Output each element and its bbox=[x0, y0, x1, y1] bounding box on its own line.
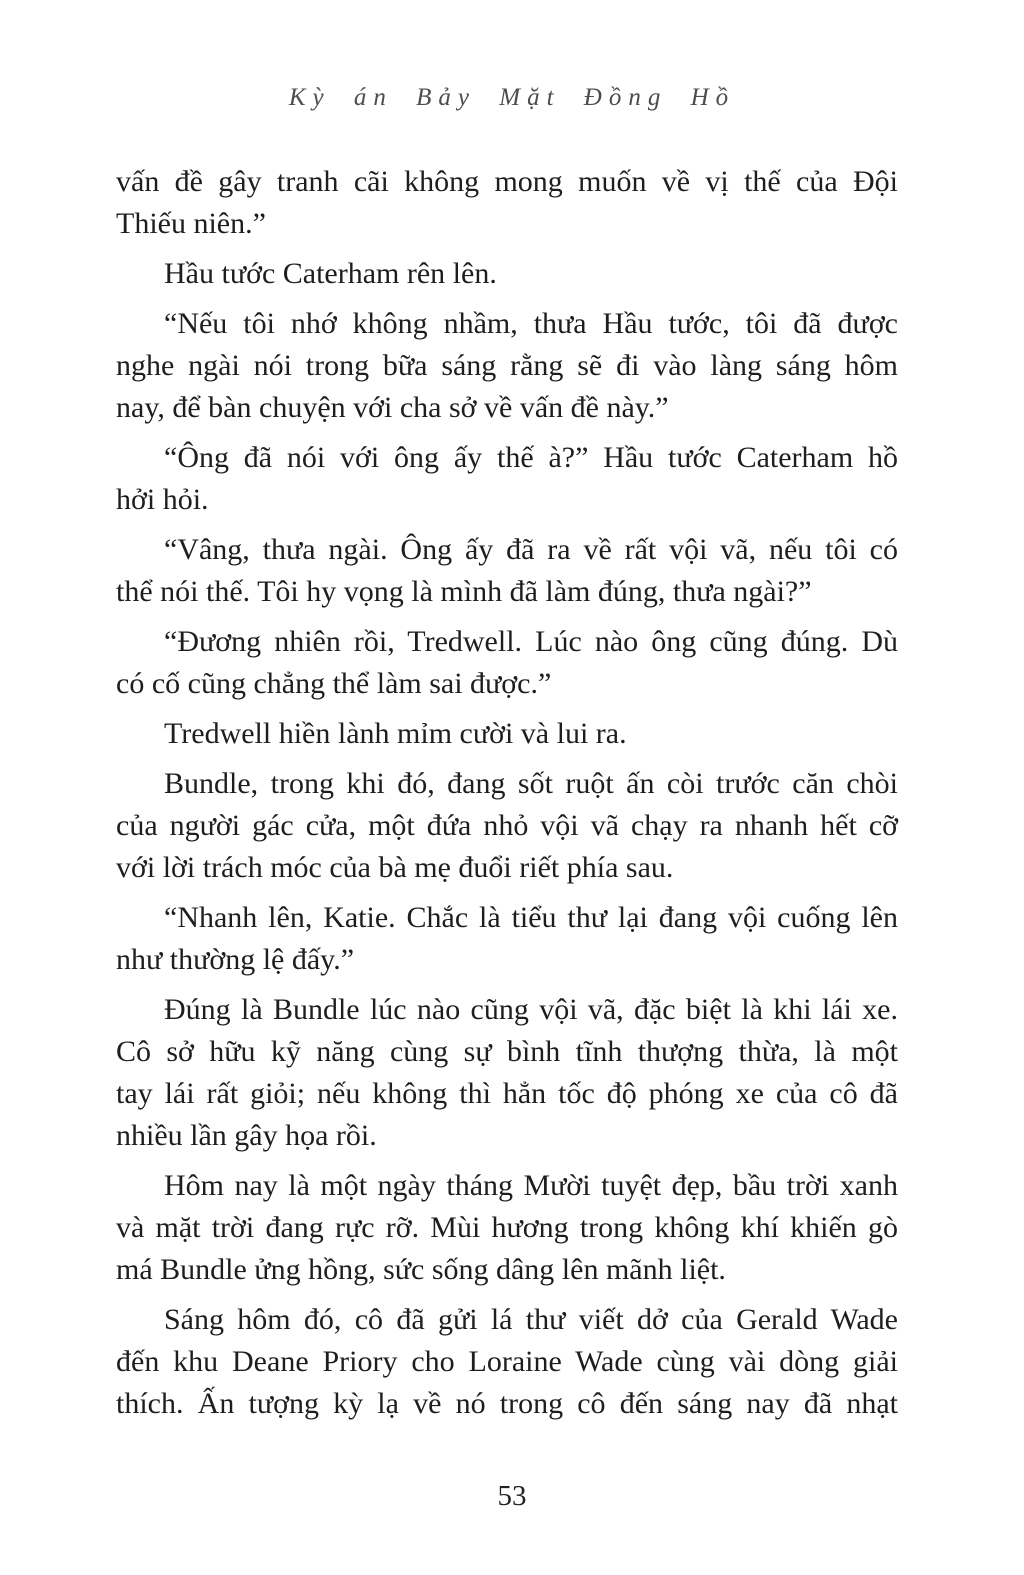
text-line: vấn đề gây tranh cãi không mong muốn về vị thế của Đội bbox=[116, 165, 898, 198]
paragraph bbox=[116, 529, 898, 613]
text-line: “Đương nhiên rồi, Tredwell. Lúc nào ông cũng đúng. Dù bbox=[164, 625, 898, 658]
body-text bbox=[116, 161, 898, 1433]
page-number: 53 bbox=[497, 1480, 527, 1512]
text-line: Hôm nay là một ngày tháng Mười tuyệt đẹp, bầu trời xanh bbox=[164, 1169, 898, 1202]
paragraph bbox=[116, 763, 898, 889]
text-line: như thường lệ đấy.” bbox=[116, 943, 355, 976]
text-line: nhiều lần gây họa rồi. bbox=[116, 1119, 377, 1152]
text-line: Sáng hôm đó, cô đã gửi lá thư viết dở của Gerald Wade bbox=[164, 1303, 898, 1336]
running-header-book-title: Kỳ án Bảy Mặt Đồng Hồ bbox=[288, 84, 736, 111]
text-line: thể nói thế. Tôi hy vọng là mình đã làm đúng, thưa ngài?” bbox=[116, 575, 812, 608]
paragraph bbox=[116, 621, 898, 705]
paragraph bbox=[116, 253, 898, 295]
text-line: “Nhanh lên, Katie. Chắc là tiểu thư lại đang vội cuống lên bbox=[164, 901, 898, 934]
text-line: Thiếu niên.” bbox=[116, 207, 266, 240]
paragraph bbox=[116, 303, 898, 429]
text-line: tay lái rất giỏi; nếu không thì hẳn tốc độ phóng xe của cô đã bbox=[116, 1077, 898, 1110]
text-line: Bundle, trong khi đó, đang sốt ruột ấn còi trước căn chòi bbox=[164, 767, 898, 800]
paragraph bbox=[116, 897, 898, 981]
text-line: thích. Ấn tượng kỳ lạ về nó trong cô đến sáng nay đã nhạt bbox=[116, 1387, 898, 1420]
text-line: Cô sở hữu kỹ năng cùng sự bình tĩnh thượng thừa, là một bbox=[116, 1035, 898, 1068]
text-line: đến khu Deane Priory cho Loraine Wade cùng vài dòng giải bbox=[116, 1345, 898, 1378]
text-line: và mặt trời đang rực rỡ. Mùi hương trong không khí khiến gò bbox=[116, 1211, 898, 1244]
text-line: nghe ngài nói trong bữa sáng rằng sẽ đi vào làng sáng hôm bbox=[116, 349, 898, 382]
text-line: nay, để bàn chuyện với cha sở về vấn đề này.” bbox=[116, 391, 669, 424]
paragraph bbox=[116, 437, 898, 521]
text-line: Đúng là Bundle lúc nào cũng vội vã, đặc biệt là khi lái xe. bbox=[164, 993, 898, 1026]
text-line: của người gác cửa, một đứa nhỏ vội vã chạy ra nhanh hết cỡ bbox=[116, 809, 898, 842]
paragraph bbox=[116, 1299, 898, 1425]
paragraph bbox=[116, 1165, 898, 1291]
text-line: “Vâng, thưa ngài. Ông ấy đã ra về rất vội vã, nếu tôi có bbox=[164, 533, 898, 566]
text-line: hởi hỏi. bbox=[116, 483, 209, 516]
paragraph bbox=[116, 989, 898, 1157]
text-line: má Bundle ửng hồng, sức sống dâng lên mãnh liệt. bbox=[116, 1253, 726, 1286]
paragraph bbox=[116, 161, 898, 245]
text-line: với lời trách móc của bà mẹ đuổi riết phía sau. bbox=[116, 851, 674, 884]
paragraph bbox=[116, 713, 898, 755]
text-line: Hầu tước Caterham rên lên. bbox=[164, 257, 497, 290]
text-line: “Ông đã nói với ông ấy thế à?” Hầu tước Caterham hồ bbox=[164, 441, 898, 474]
text-line: Tredwell hiền lành mỉm cười và lui ra. bbox=[164, 717, 627, 750]
text-line: “Nếu tôi nhớ không nhầm, thưa Hầu tước, tôi đã được bbox=[164, 307, 898, 340]
text-line: có cố cũng chẳng thể làm sai được.” bbox=[116, 667, 552, 700]
